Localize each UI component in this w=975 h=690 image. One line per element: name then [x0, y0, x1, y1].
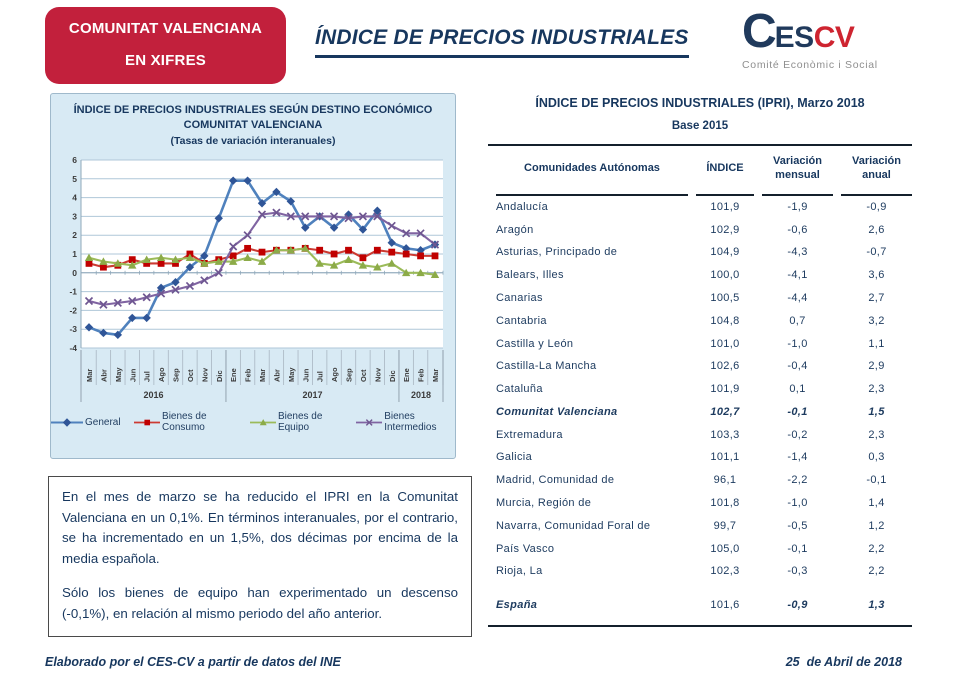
ca-value-cell: 101,6	[710, 598, 740, 611]
ca-name-cell: Aragón	[496, 223, 534, 236]
svg-text:-2: -2	[69, 305, 77, 316]
table-row	[496, 355, 912, 378]
col-header-comunidades: Comunidades Autónomas	[496, 146, 688, 196]
legend-marker-icon	[250, 417, 276, 428]
legend-item	[134, 411, 237, 433]
svg-text:6: 6	[72, 155, 77, 166]
ca-value-cell: 101,9	[710, 200, 740, 213]
ca-name-cell: Castilla y León	[496, 337, 574, 350]
ca-name-cell: Andalucía	[496, 200, 549, 213]
ca-value-cell: 100,5	[710, 292, 740, 305]
ca-name-cell: Balears, Illes	[496, 269, 564, 282]
svg-text:4: 4	[72, 193, 77, 204]
ca-value-cell: -2,2	[787, 474, 808, 487]
page-title: ÍNDICE DE PRECIOS INDUSTRIALES	[315, 26, 689, 58]
svg-text:Abr: Abr	[272, 369, 282, 383]
cescv-logo	[742, 5, 927, 71]
svg-text:Jul: Jul	[142, 371, 152, 383]
ca-name-cell: Navarra, Comunidad Foral de	[496, 519, 651, 532]
legend-item	[250, 411, 343, 433]
table-title: ÍNDICE DE PRECIOS INDUSTRIALES (IPRI), Marzo 2018	[535, 96, 865, 110]
commentary-box	[48, 476, 472, 637]
ca-value-cell: 3,2	[868, 314, 885, 327]
ca-table	[488, 146, 920, 616]
ca-value-cell: 2,3	[868, 428, 885, 441]
ca-value-cell: 2,6	[868, 223, 885, 236]
table-row	[496, 469, 912, 492]
legend-item	[51, 417, 121, 428]
ca-value-cell: -4,3	[787, 246, 808, 259]
ca-value-cell: 101,9	[710, 383, 740, 396]
table-row	[496, 378, 912, 401]
svg-text:Dic: Dic	[387, 370, 397, 383]
ca-value-cell: -0,1	[787, 542, 808, 555]
table-bottom-rule	[488, 625, 912, 627]
ca-value-cell: -1,0	[787, 337, 808, 350]
ca-value-cell: 103,3	[710, 428, 740, 441]
ca-value-cell: -1,4	[787, 451, 808, 464]
table-row	[496, 287, 912, 310]
ca-value-cell: 0,1	[789, 383, 806, 396]
ca-value-cell: -0,9	[866, 200, 887, 213]
ca-value-cell: -0,5	[787, 519, 808, 532]
ca-value-cell: 102,7	[710, 405, 740, 418]
ipri-chart-panel	[50, 93, 456, 459]
svg-text:Oct: Oct	[185, 369, 195, 383]
ca-value-cell: 1,4	[868, 497, 885, 510]
table-row	[496, 583, 912, 616]
svg-text:Ago: Ago	[157, 367, 167, 383]
legend-marker-icon	[51, 417, 83, 428]
ca-value-cell: 100,0	[710, 269, 740, 282]
svg-text:2016: 2016	[143, 390, 164, 401]
svg-text:0: 0	[72, 268, 77, 279]
ca-value-cell: 102,3	[710, 565, 740, 578]
table-row	[496, 423, 912, 446]
ca-value-cell: -0,7	[866, 246, 887, 259]
ca-value-cell: 0,7	[789, 314, 806, 327]
ca-value-cell: 1,2	[868, 519, 885, 532]
svg-text:Mar: Mar	[85, 369, 94, 383]
chart-title-line-1: ÍNDICE DE PRECIOS INDUSTRIALES SEGÚN DESTINO ECONÓMICO	[73, 104, 433, 116]
svg-text:Nov: Nov	[373, 368, 383, 383]
svg-text:May: May	[113, 367, 123, 383]
ca-value-cell: -0,4	[787, 360, 808, 373]
svg-text:Sep: Sep	[344, 368, 354, 383]
legend-label: Bienes de Equipo	[277, 411, 323, 434]
svg-text:-3: -3	[69, 324, 77, 335]
svg-text:Ago: Ago	[330, 367, 340, 383]
ca-name-cell: Cataluña	[496, 383, 543, 396]
ca-name-cell: España	[496, 598, 538, 611]
svg-text:Sep: Sep	[171, 368, 181, 383]
ca-value-cell: -0,9	[787, 598, 808, 611]
legend-marker-icon	[134, 417, 160, 428]
col-header-var-anual: Variación anual	[841, 146, 912, 196]
ca-value-cell: 2,9	[868, 360, 885, 373]
table-row	[496, 241, 912, 264]
ca-name-cell: Madrid, Comunidad de	[496, 474, 615, 487]
svg-text:Oct: Oct	[358, 369, 368, 383]
table-row	[496, 196, 912, 219]
svg-text:Ene: Ene	[229, 368, 239, 383]
table-row	[496, 218, 912, 241]
table-row	[496, 560, 912, 583]
ca-value-cell: -0,3	[787, 565, 808, 578]
svg-text:1: 1	[72, 249, 77, 260]
badge-line-1: COMUNITAT VALENCIANA	[68, 20, 263, 37]
legend-label: Bienes de Consumo	[162, 411, 207, 434]
logo-letters-es: ES	[774, 21, 814, 54]
legend-marker-icon	[356, 417, 382, 428]
chart-title	[51, 103, 455, 148]
ca-value-cell: -4,4	[787, 292, 808, 305]
ca-name-cell: Castilla-La Mancha	[496, 360, 597, 373]
ca-name-cell: Galicia	[496, 451, 533, 464]
ca-value-cell: 2,3	[868, 383, 885, 396]
chart-title-line-3: (Tasas de variación interanuales)	[170, 134, 336, 147]
ca-value-cell: -0,1	[866, 474, 887, 487]
ca-value-cell: 1,5	[868, 405, 885, 418]
commentary-paragraph-1: En el mes de marzo se ha reducido el IPRI en la Comunitat Valenciana en un 0,1%. En términos interanuales, por el contrario, se ha incrementado en un 1,5%, dos décimas por encima de la media española.	[62, 489, 458, 567]
ca-value-cell: 99,7	[713, 519, 737, 532]
svg-text:-4: -4	[69, 343, 77, 354]
commentary-paragraph-2: Sólo los bienes de equipo han experimentado un descenso (-0,1%), en relación al mismo periodo del año anterior.	[62, 584, 458, 621]
ca-value-cell: 101,0	[710, 337, 740, 350]
legend-label: Bienes Intermedios	[384, 411, 437, 434]
table-row	[496, 401, 912, 424]
table-row	[496, 446, 912, 469]
ca-name-cell: Rioja, La	[496, 565, 543, 578]
svg-text:2017: 2017	[302, 390, 323, 401]
svg-text:Nov: Nov	[200, 368, 210, 383]
ca-name-cell: Comunitat Valenciana	[496, 405, 618, 418]
logo-letter-c: C	[742, 5, 775, 58]
svg-text:Ene: Ene	[402, 368, 412, 383]
col-header-var-mensual: Variación mensual	[762, 146, 833, 196]
ca-value-cell: 2,2	[868, 565, 885, 578]
svg-text:3: 3	[72, 211, 77, 222]
svg-text:2018: 2018	[410, 390, 431, 401]
ca-name-cell: Asturias, Principado de	[496, 246, 618, 259]
ca-value-cell: 101,8	[710, 497, 740, 510]
ca-name-cell: Extremadura	[496, 428, 563, 441]
ca-value-cell: 101,1	[710, 451, 740, 464]
svg-text:May: May	[286, 367, 296, 383]
ca-value-cell: 96,1	[713, 474, 737, 487]
ca-name-cell: País Vasco	[496, 542, 555, 555]
ca-value-cell: -1,0	[787, 497, 808, 510]
ca-value-cell: 105,0	[710, 542, 740, 555]
ipri-line-chart	[55, 152, 451, 410]
legend-label: General	[85, 416, 121, 428]
table-row	[496, 492, 912, 515]
region-badge	[45, 7, 286, 84]
svg-text:Mar: Mar	[431, 369, 440, 383]
ca-value-cell: -4,1	[787, 269, 808, 282]
table-row	[496, 514, 912, 537]
ca-value-cell: 104,8	[710, 314, 740, 327]
logo-letters-cv: CV	[813, 21, 855, 54]
svg-text:Feb: Feb	[243, 369, 253, 383]
ca-value-cell: 3,6	[868, 269, 885, 282]
ca-value-cell: 104,9	[710, 246, 740, 259]
ca-value-cell: -1,9	[787, 200, 808, 213]
footer-source: Elaborado por el CES-CV a partir de datos del INE	[45, 655, 341, 669]
legend-item	[356, 411, 455, 433]
ca-name-cell: Cantabria	[496, 314, 547, 327]
ca-name-cell: Murcia, Región de	[496, 497, 592, 510]
ca-value-cell: 2,7	[868, 292, 885, 305]
ca-value-cell: -0,6	[787, 223, 808, 236]
table-subtitle: Base 2015	[671, 120, 729, 132]
ca-value-cell: -0,1	[787, 405, 808, 418]
ca-name-cell: Canarias	[496, 292, 543, 305]
svg-text:2: 2	[72, 230, 77, 241]
ca-value-cell: -0,2	[787, 428, 808, 441]
logo-tagline: Comité Econòmic i Social	[742, 59, 878, 71]
svg-text:Dic: Dic	[214, 370, 224, 383]
badge-line-2: EN XIFRES	[125, 52, 206, 69]
svg-text:Feb: Feb	[416, 369, 426, 383]
table-row	[496, 264, 912, 287]
ca-value-cell: 102,9	[710, 223, 740, 236]
footer-date: 25 de Abril de 2018	[785, 655, 902, 669]
table-row	[496, 332, 912, 355]
table-row	[496, 309, 912, 332]
ca-value-cell: 1,3	[868, 598, 885, 611]
cescv-logo-wordmark	[742, 5, 927, 58]
svg-text:Jul: Jul	[315, 371, 325, 383]
ca-value-cell: 102,6	[710, 360, 740, 373]
svg-text:5: 5	[72, 174, 77, 185]
table-header-row	[496, 146, 912, 196]
table-row	[496, 537, 912, 560]
svg-text:-1: -1	[69, 287, 77, 298]
chart-legend	[51, 411, 455, 433]
svg-text:Abr: Abr	[99, 369, 109, 383]
ca-value-cell: 1,1	[868, 337, 885, 350]
chart-title-line-2: COMUNITAT VALENCIANA	[183, 119, 323, 132]
ipri-table-section	[488, 96, 912, 627]
col-header-indice: ÍNDICE	[696, 146, 754, 196]
svg-text:Mar: Mar	[258, 369, 267, 383]
ca-value-cell: 0,3	[868, 451, 885, 464]
svg-text:Jun: Jun	[128, 369, 138, 383]
ca-value-cell: 2,2	[868, 542, 885, 555]
svg-text:Jun: Jun	[301, 369, 311, 383]
